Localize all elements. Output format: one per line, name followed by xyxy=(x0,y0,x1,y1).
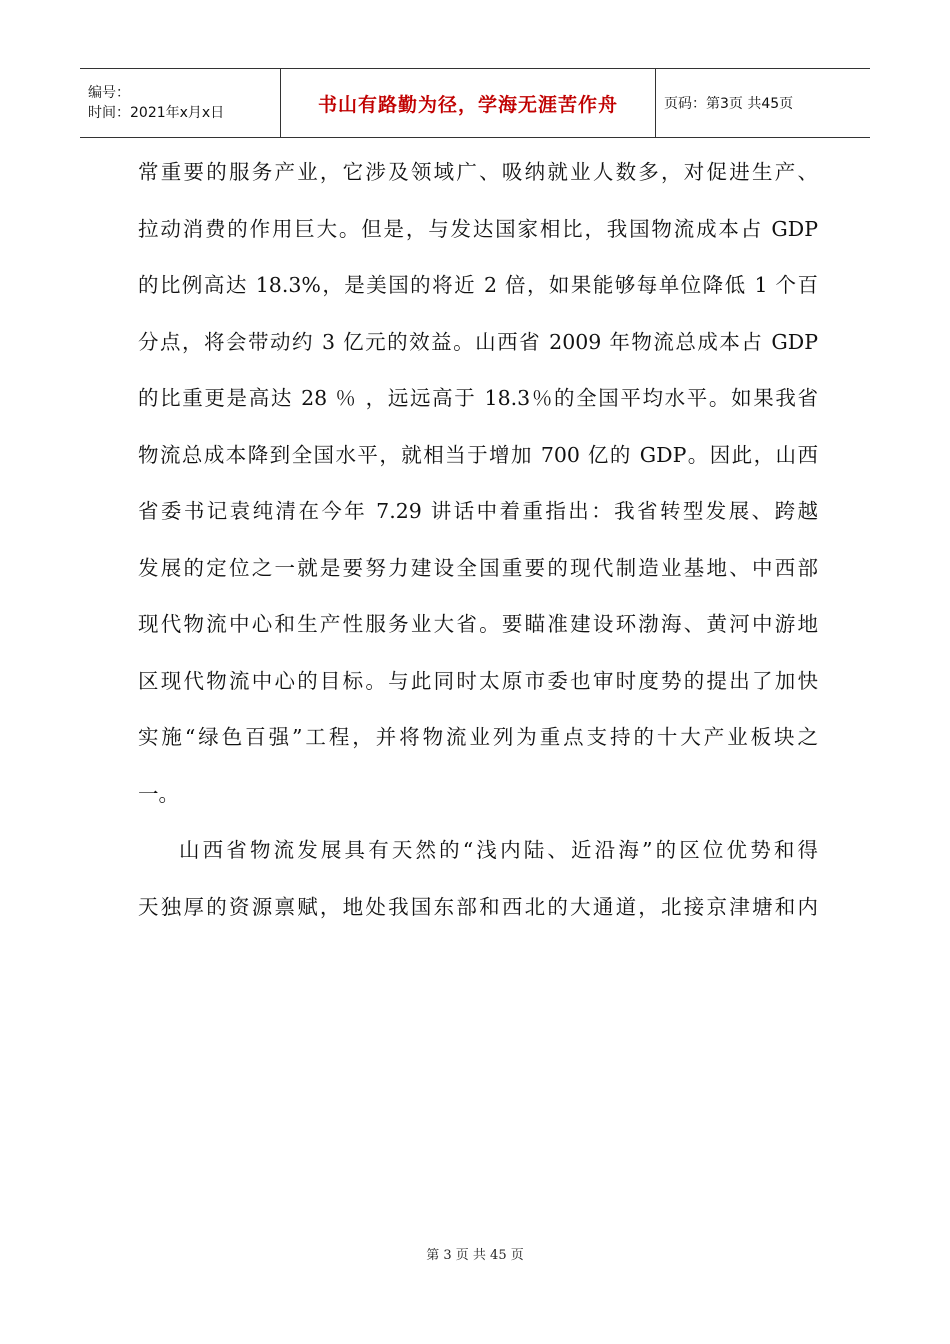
text-line: 常重要的服务产业，它涉及领域广、吸纳就业人数多，对促进生产、 xyxy=(138,160,818,184)
document-date: 时间：2021年x月x日 xyxy=(88,105,225,121)
text-line: 发展的定位之一就是要努力建设全国重要的现代制造业基地、中西部 xyxy=(138,555,818,580)
text-line: 天独厚的资源禀赋，地处我国东部和西北的大通道，北接京津塘和内 xyxy=(138,894,818,919)
header-motto: 书山有路勤为径，学海无涯苦作舟 xyxy=(281,69,656,137)
header-meta xyxy=(80,69,281,137)
text-line: 区现代物流中心的目标。与此同时太原市委也审时度势的提出了加快 xyxy=(138,668,818,693)
page-footer: 第 3 页 共 45 页 xyxy=(426,1248,524,1263)
document-body xyxy=(138,144,818,935)
text-line: 实施“绿色百强”工程，并将物流业列为重点支持的十大产业板块之 xyxy=(138,725,818,749)
header-page-info: 页码：第3页 共45页 xyxy=(664,96,794,112)
text-line: 拉动消费的作用巨大。但是，与发达国家相比，我国物流成本占 GDP xyxy=(138,216,818,241)
text-line: 的比例高达 18.3%，是美国的将近 2 倍，如果能够每单位降低 1 个百 xyxy=(138,273,818,297)
text-line: 山西省物流发展具有天然的“浅内陆、近沿海”的区位优势和得 xyxy=(179,838,818,862)
text-line: 现代物流中心和生产性服务业大省。要瞄准建设环渤海、黄河中游地 xyxy=(138,612,818,636)
text-line: 省委书记袁纯清在今年 7.29 讲话中着重指出：我省转型发展、跨越 xyxy=(138,499,818,523)
document-number-label: 编号： xyxy=(88,85,130,101)
text-line: 分点，将会带动约 3 亿元的效益。山西省 2009 年物流总成本占 GDP xyxy=(138,329,818,354)
text-line: 物流总成本降到全国水平，就相当于增加 700 亿的 GDP。因此，山西 xyxy=(138,442,818,467)
text-line: 的比重更是高达 28 ％ ，远远高于 18.3％的全国平均水平。如果我省 xyxy=(138,386,818,410)
page-header xyxy=(80,68,870,138)
text-line: 一。 xyxy=(138,781,179,806)
